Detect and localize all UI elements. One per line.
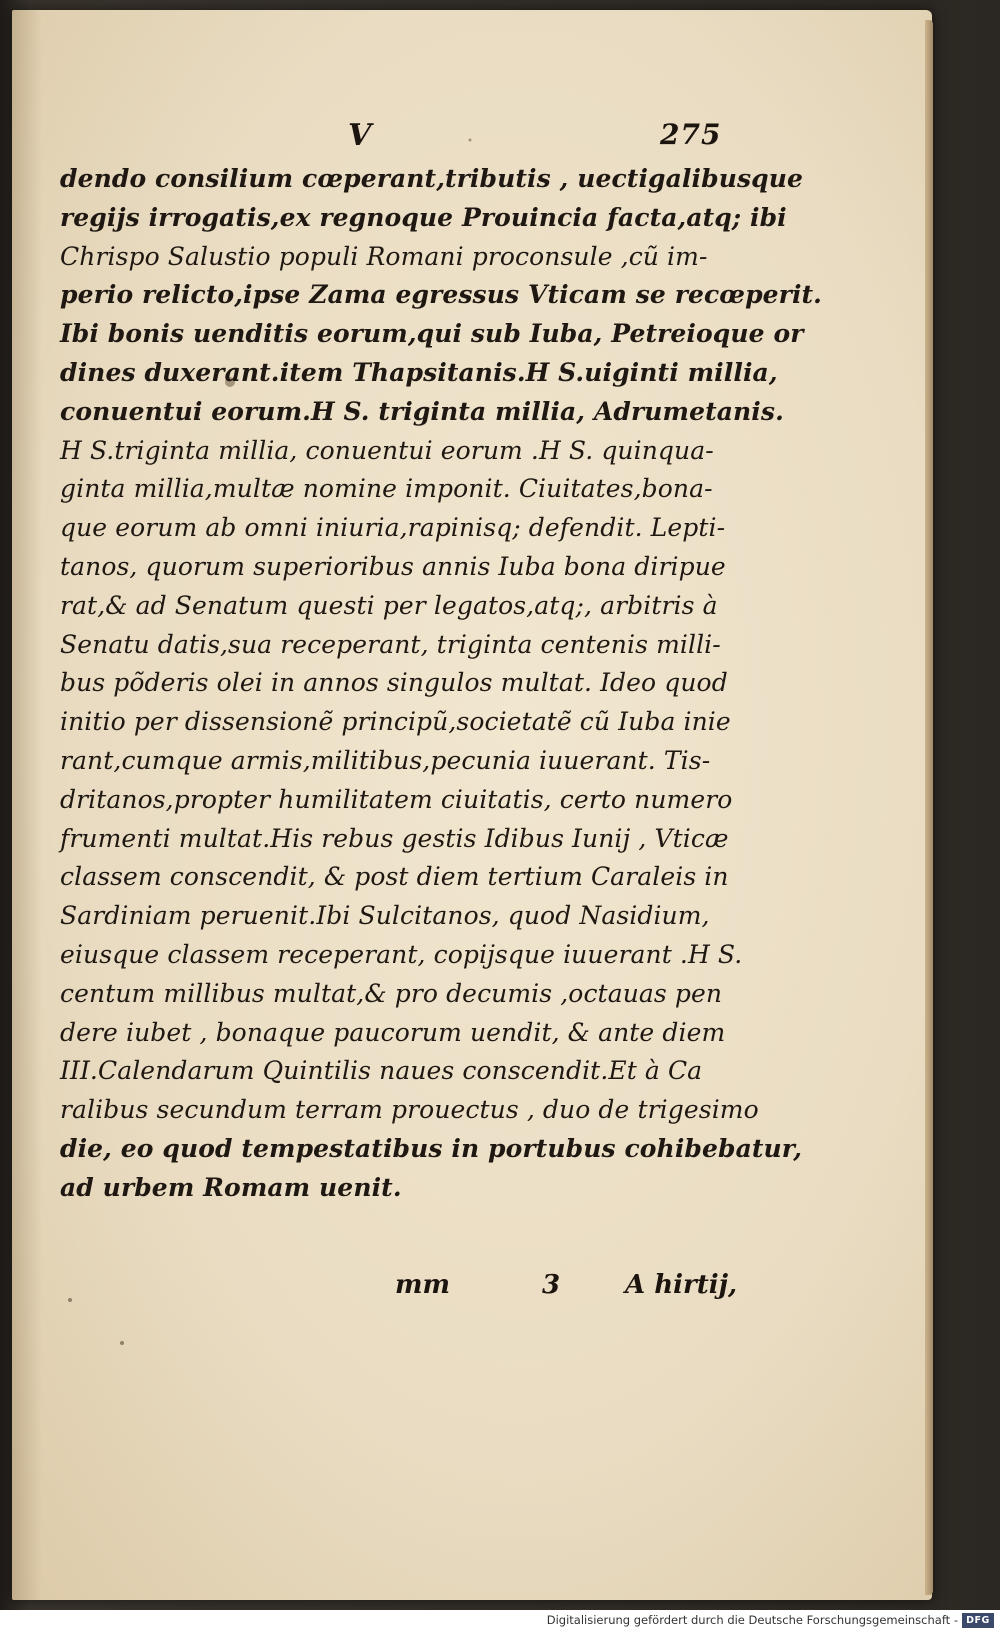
text-line: rant,cumque armis,militibus,pecunia iuuerant. Tis- (60, 745, 711, 775)
dfg-logo-icon: DFG (962, 1613, 994, 1628)
text-line: H S.triginta millia, conuentui eorum .H S. quinqua- (60, 435, 714, 465)
text-line: ginta millia,multæ nomine imponit. Ciuitates,bona- (60, 474, 713, 504)
text-line: eiusque classem receperant, copijsque iuuerant .H S. (60, 939, 743, 969)
text-line: Sardiniam peruenit.Ibi Sulcitanos, quod Nasidium, (60, 901, 710, 931)
digitization-credit-bar (0, 1610, 1000, 1632)
signature-mark: mm (395, 1270, 451, 1300)
text-line: dendo consilium cœperant,tributis , uectigalibusque (60, 164, 804, 193)
text-line: rat,& ad Senatum questi per legatos,atq;, arbitris à (60, 590, 718, 620)
text-line: Senatu datis,sua receperant, triginta centenis milli- (60, 629, 721, 659)
text-line: III.Calendarum Quintilis naues conscendit.Et à Ca (60, 1056, 703, 1086)
text-line: tanos, quorum superioribus annis Iuba bona diripue (60, 551, 726, 581)
text-line: ad urbem Romam uenit. (60, 1172, 402, 1202)
signature-letter: V (348, 118, 372, 153)
signature-number: 3 (542, 1270, 561, 1300)
text-line: regijs irrogatis,ex regnoque Prouincia facta,atq; ibi (60, 202, 787, 232)
text-line: que eorum ab omni iniuria,rapinisq; defendit. Lepti- (60, 513, 726, 543)
text-line: ralibus secundum terram prouectus , duo de trigesimo (60, 1095, 759, 1125)
text-line: bus põderis olei in annos singulos multat. Ideo quod (60, 668, 728, 698)
text-line: dritanos,propter humilitatem ciuitatis, certo numero (60, 784, 733, 814)
folio-number: 275 (660, 118, 722, 151)
text-line: dines duxerant.item Thapsitanis.H S.uiginti millia, (60, 357, 778, 387)
text-line: conuentui eorum.H S. triginta millia, Adrumetanis. (60, 396, 784, 426)
text-block (60, 160, 822, 1208)
text-line: centum millibus multat,& pro decumis ,octauas pen (60, 978, 723, 1008)
text-line: die, eo quod tempestatibus in portubus cohibebatur, (60, 1133, 803, 1163)
page-footer (0, 1270, 1000, 1310)
text-line: frumenti multat.His rebus gestis Idibus Iunij , Vticæ (60, 823, 729, 853)
credit-text: Digitalisierung gefördert durch die Deutsche Forschungsgemeinschaft - (546, 1613, 958, 1627)
page-header (0, 118, 1000, 158)
text-line: Ibi bonis uenditis eorum,qui sub Iuba, Petreioque or (60, 319, 804, 349)
text-line: Chrispo Salustio populi Romani proconsule ,cũ im- (60, 241, 708, 271)
text-line: initio per dissensionẽ principũ,societatẽ cũ Iuba inie (60, 707, 731, 737)
text-line: perio relicto,ipse Zama egressus Vticam se recœperit. (60, 280, 822, 310)
text-line: dere iubet , bonaque paucorum uendit, & ante diem (60, 1017, 726, 1047)
text-line: classem conscendit, & post diem tertium Caraleis in (60, 862, 729, 892)
catchword: A hirtij, (625, 1270, 738, 1300)
